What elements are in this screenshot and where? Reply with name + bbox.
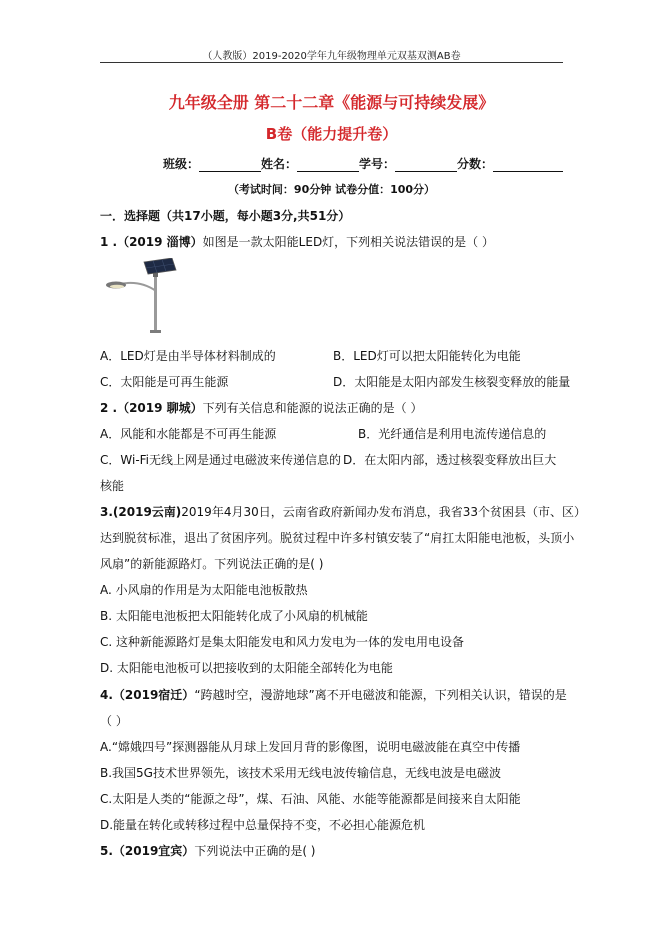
q2-source: 2 .（2019 聊城） [100, 401, 203, 415]
q3-text-1: 2019年4月30日，云南省政府新闻办发布消息，我省33个贫困县（市、区） [181, 505, 586, 519]
student-info-row [163, 155, 563, 172]
section-title: 一．选择题（共17小题，每小题3分,共51分） [100, 209, 351, 223]
id-blank [395, 159, 457, 172]
exam-time: （考试时间：90分钟 试卷分值：100分） [227, 183, 436, 196]
q5-stem [100, 842, 316, 859]
name-blank [297, 159, 359, 172]
q4-option-c: C.太阳是人类的“能源之母”，煤、石油、风能、水能等能源都是间接来自太阳能 [100, 792, 521, 806]
score-blank [493, 159, 563, 172]
page-header: （人教版）2019-2020学年九年级物理单元双基双测AB卷 [202, 51, 461, 62]
page-subtitle: B卷（能力提升卷） [265, 125, 398, 143]
q2-stem [100, 399, 423, 416]
q2-text: 下列有关信息和能源的说法正确的是（ ） [202, 401, 423, 415]
q2-option-d-continued: 核能 [100, 479, 125, 493]
q1-text: 如图是一款太阳能LED灯，下列相关说法错误的是（ ） [202, 235, 494, 249]
q3-option-a: A. 小风扇的作用是为太阳能电池板散热 [100, 583, 308, 597]
q4-stem-line-1 [100, 686, 567, 703]
header-divider [100, 62, 563, 63]
q4-option-a: A.“嫦娥四号”探测器能从月球上发回月背的影像图，说明电磁波能在真空中传播 [100, 740, 521, 754]
q3-option-d: D. 太阳能电池板可以把接收到的太阳能全部转化为电能 [100, 661, 393, 675]
class-label: 班级： [163, 157, 200, 171]
page-title: 九年级全册 第二十二章《能源与可持续发展》 [168, 93, 495, 112]
q2-option-b: B．光纤通信是利用电流传递信息的 [358, 427, 547, 441]
q1-option-c: C．太阳能是可再生能源 [100, 375, 229, 389]
q1-option-d: D．太阳能是太阳内部发生核裂变释放的能量 [333, 375, 571, 389]
q5-text: 下列说法中正确的是( ) [194, 844, 316, 858]
q3-source: 3.(2019云南) [100, 505, 182, 519]
q4-option-d: D.能量在转化或转移过程中总量保持不变，不必担心能源危机 [100, 818, 426, 832]
q4-option-b: B.我国5G技术世界领先，该技术采用无线电波传输信息，无线电波是电磁波 [100, 766, 501, 780]
q3-option-b: B. 太阳能电池板把太阳能转化成了小风扇的机械能 [100, 609, 368, 623]
q2-option-d: D．在太阳内部，透过核裂变释放出巨大 [343, 453, 557, 467]
solar-led-lamp-image [100, 258, 178, 334]
q1-option-b: B．LED灯可以把太阳能转化为电能 [333, 349, 521, 363]
q5-source: 5.（2019宜宾） [100, 844, 195, 858]
class-blank [199, 159, 261, 172]
q2-option-a: A．风能和水能都是不可再生能源 [100, 427, 277, 441]
q1-stem [100, 233, 494, 250]
q2-option-c: C．Wi-Fi无线上网是通过电磁波来传递信息的 [100, 453, 342, 467]
q4-source: 4.（2019宿迁） [100, 688, 195, 702]
q1-source: 1 .（2019 淄博） [100, 235, 203, 249]
q4-stem-line-2: （ ） [100, 714, 128, 728]
q3-option-c: C. 这种新能源路灯是集太阳能发电和风力发电为一体的发电用电设备 [100, 635, 465, 649]
q3-stem-line-3: 风扇”的新能源路灯。下列说法正确的是( ) [100, 557, 324, 571]
id-label: 学号： [359, 157, 396, 171]
score-label: 分数： [457, 157, 494, 171]
name-label: 姓名： [261, 157, 298, 171]
q3-stem-line-2: 达到脱贫标准，退出了贫困序列。脱贫过程中许多村镇安装了“肩扛太阳能电池板，头顶小 [100, 531, 575, 545]
q3-stem-line-1 [100, 503, 586, 520]
q1-option-a: A．LED灯是由半导体材料制成的 [100, 349, 276, 363]
q4-text-1: “跨越时空，漫游地球”离不开电磁波和能源，下列相关认识，错误的是 [194, 688, 567, 702]
